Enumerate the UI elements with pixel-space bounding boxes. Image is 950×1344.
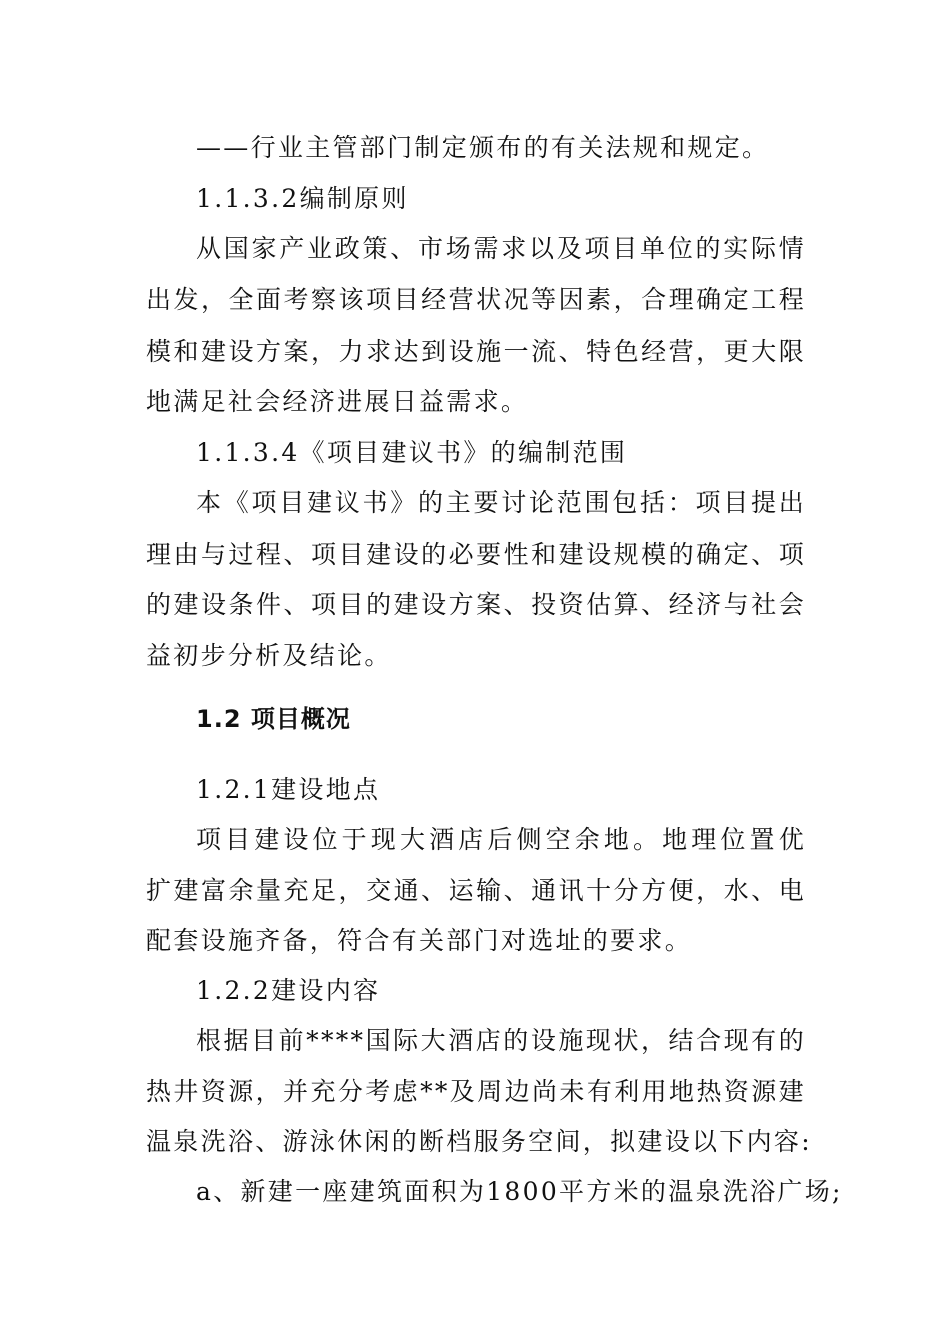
paragraph-line: 热井资源，并充分考虑**及周边尚未有利用地热资源建 [146,1077,806,1106]
paragraph-line: 从国家产业政策、市场需求以及项目单位的实际情 [196,234,806,263]
paragraph-line: 地满足社会经济进展日益需求。 [146,387,529,416]
section-heading-overview: 1.2 项目概况 [196,705,351,733]
list-item: a、新建一座建筑面积为1800平方米的温泉洗浴广场; [196,1177,843,1206]
paragraph-line: 本《项目建议书》的主要讨论范围包括：项目提出 [196,488,806,517]
subsection-heading-principles: 1.1.3.2编制原则 [196,184,409,213]
subsection-heading-location: 1.2.1建设地点 [196,775,381,804]
paragraph-line: 理由与过程、项目建设的必要性和建设规模的确定、项 [146,540,806,569]
paragraph-line: 项目建设位于现大酒店后侧空余地。地理位置优 [196,825,806,854]
subsection-heading-content: 1.2.2建设内容 [196,976,381,1005]
paragraph-line: ——行业主管部门制定颁布的有关法规和规定。 [196,133,770,162]
paragraph-line: 扩建富余量充足，交通、运输、通讯十分方便，水、电 [146,876,806,905]
paragraph-line: 温泉洗浴、游泳休闲的断档服务空间，拟建设以下内容: [146,1127,812,1156]
paragraph-line: 配套设施齐备，符合有关部门对选址的要求。 [146,926,693,955]
paragraph-line: 模和建设方案，力求达到设施一流、特色经营，更大限 [146,337,806,366]
paragraph-line: 益初步分析及结论。 [146,641,392,670]
paragraph-line: 根据目前****国际大酒店的设施现状，结合现有的 [196,1026,806,1055]
subsection-heading-scope: 1.1.3.4《项目建议书》的编制范围 [196,438,628,467]
paragraph-line: 出发，全面考察该项目经营状况等因素，合理确定工程 [146,285,806,314]
paragraph-line: 的建设条件、项目的建设方案、投资估算、经济与社会 [146,590,806,619]
